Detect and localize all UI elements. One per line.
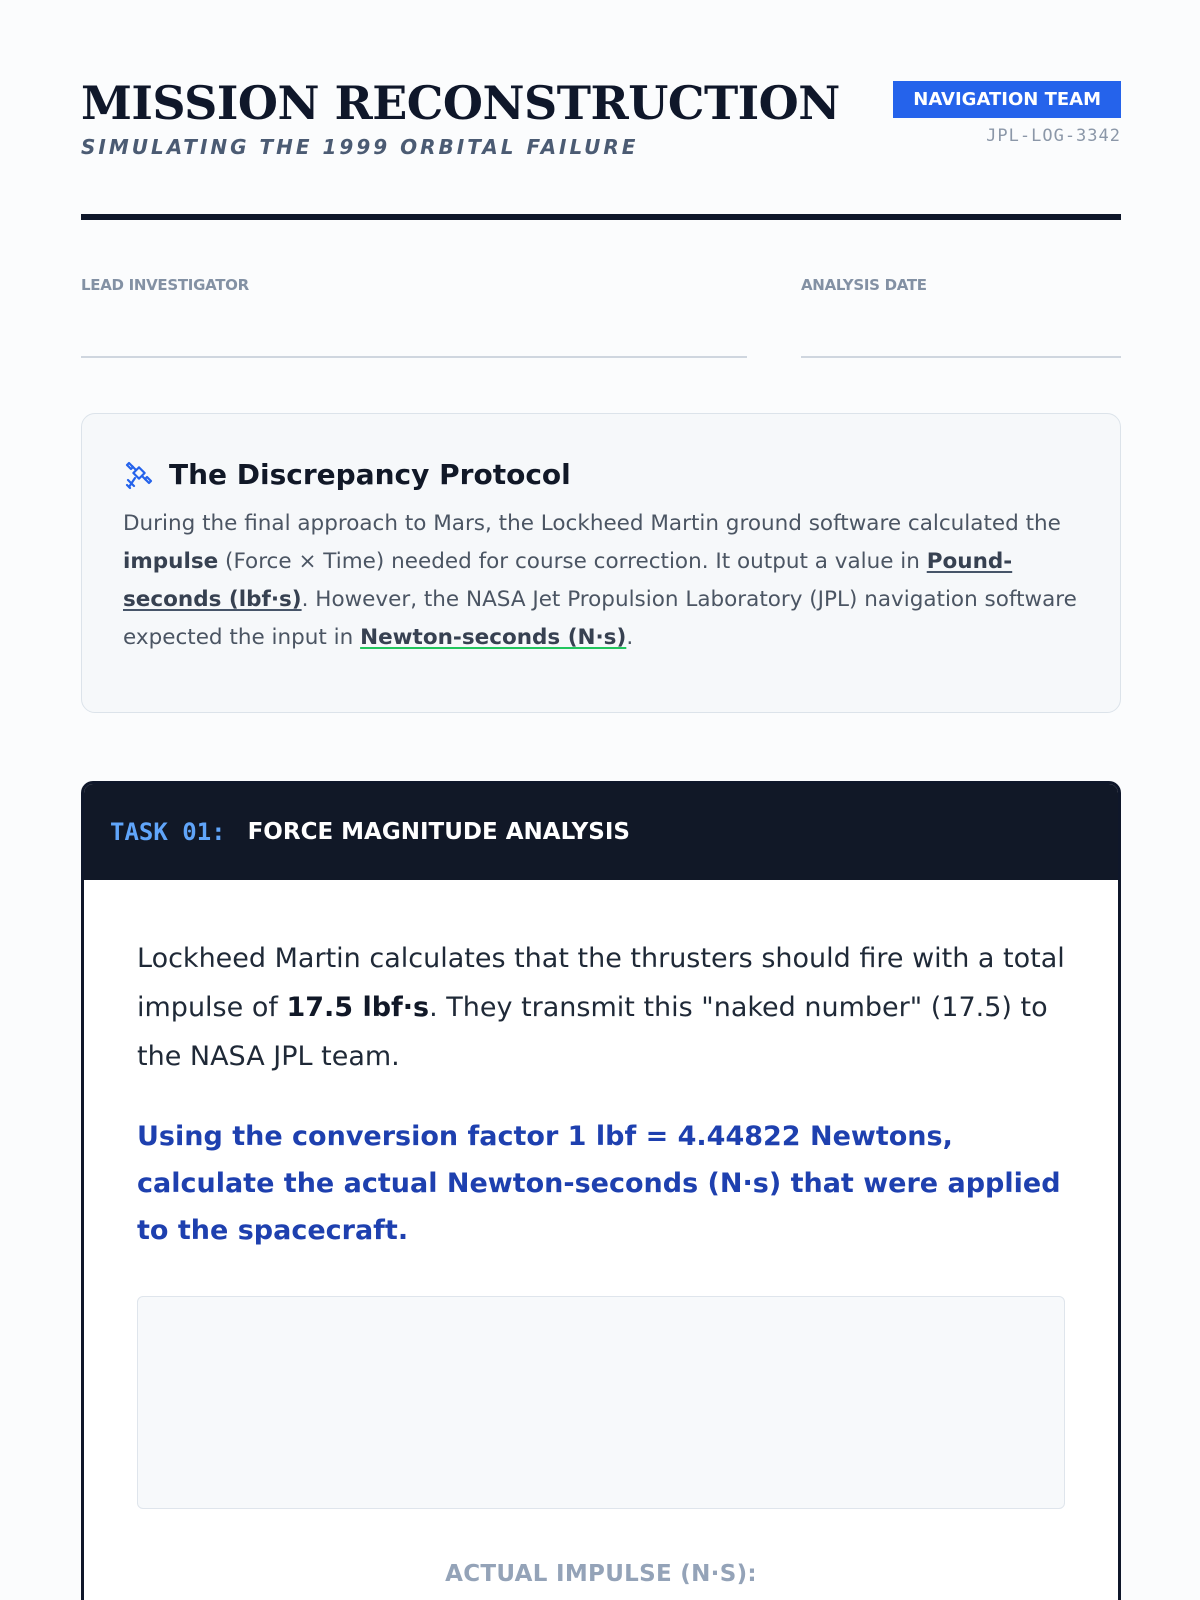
team-badge: NAVIGATION TEAM: [893, 81, 1121, 118]
impulse-term: impulse: [123, 549, 219, 574]
task-title: FORCE MAGNITUDE ANALYSIS: [247, 819, 630, 845]
lead-investigator-label: LEAD INVESTIGATOR: [81, 276, 249, 294]
protocol-text-part: .: [626, 625, 634, 650]
task-description: [137, 934, 1065, 1081]
header-divider: [81, 214, 1121, 220]
task-number: TASK 01:: [110, 818, 226, 846]
protocol-text-part: (Force × Time) needed for course correction. It output a value in: [218, 549, 927, 574]
impulse-value: 17.5 lbf·s: [286, 992, 430, 1023]
lead-investigator-field[interactable]: [81, 276, 747, 294]
protocol-text-part: . However, the NASA Jet Propulsion Laboratory (JPL) navigation software expected the input in: [123, 587, 1077, 650]
pound-seconds-term: Pound-seconds (lbf·s): [123, 549, 1013, 612]
page-subtitle: SIMULATING THE 1999 ORBITAL FAILURE: [81, 134, 639, 159]
satellite-icon: [123, 459, 155, 491]
protocol-text: [123, 505, 1080, 657]
task-text-part: . They transmit this "naked number" (17.5) to the NASA JPL team.: [137, 992, 1048, 1072]
task-header: [84, 784, 1118, 880]
task-card: [81, 781, 1121, 1600]
work-area-input[interactable]: [137, 1296, 1065, 1509]
task-body: [84, 880, 1118, 1587]
analysis-date-input-line[interactable]: [801, 356, 1121, 358]
page-header: [81, 78, 1121, 159]
page-title: MISSION RECONSTRUCTION: [81, 76, 840, 130]
reference-code: JPL-LOG-3342: [986, 126, 1121, 146]
lead-investigator-input-line[interactable]: [81, 356, 747, 358]
protocol-card: [81, 413, 1121, 713]
protocol-title: The Discrepancy Protocol: [169, 458, 571, 491]
actual-impulse-label: ACTUAL IMPULSE (N·S):: [445, 1561, 757, 1587]
task-question: Using the conversion factor 1 lbf = 4.44822 Newtons, calculate the actual Newton-seconds (N·s) that were applied to the spacecraft.: [137, 1121, 1061, 1246]
protocol-text-part: During the final approach to Mars, the Lockheed Martin ground software calculated the: [123, 511, 1061, 536]
analysis-date-field[interactable]: [801, 276, 1121, 294]
newton-seconds-term: Newton-seconds (N·s): [360, 625, 627, 650]
protocol-header: [123, 458, 1080, 491]
analysis-date-label: ANALYSIS DATE: [801, 276, 927, 294]
task-text-part: Lockheed Martin calculates that the thrusters should fire with a total impulse of: [137, 943, 1065, 1023]
